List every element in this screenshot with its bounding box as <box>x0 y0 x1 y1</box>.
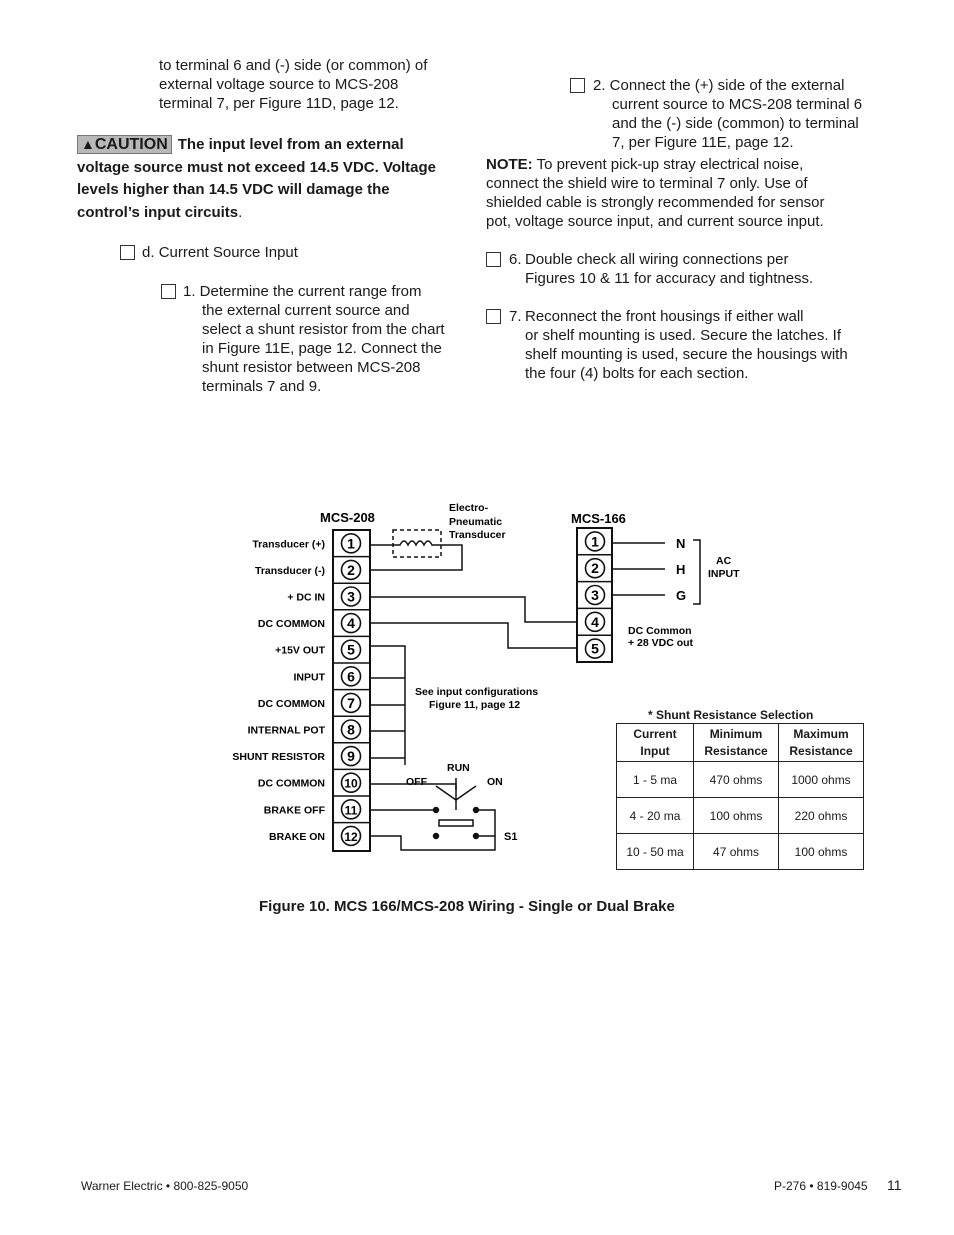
terminal-number: 3 <box>347 588 355 605</box>
transducer-line: Pneumatic <box>449 516 503 528</box>
dc-wires <box>370 597 577 648</box>
ac-letter-h: H <box>676 562 686 577</box>
page-number: 11 <box>887 1177 902 1193</box>
ac-letter-n: N <box>676 536 686 551</box>
terminal-label: BRAKE ON <box>268 830 325 843</box>
terminal-label: + DC IN <box>287 591 325 604</box>
terminal-label: +15V OUT <box>275 644 325 657</box>
caution-line: levels higher than 14.5 VDC will damage the <box>77 181 390 198</box>
input-config-bracket <box>370 646 405 765</box>
step-7-line: shelf mounting is used, secure the housings with <box>525 346 848 363</box>
shunt-header-cell: Maximum Resistance <box>779 724 864 762</box>
table-cell: 470 ohms <box>694 762 779 798</box>
step-1-line: in Figure 11E, page 12. Connect the <box>202 340 442 357</box>
step-d-title: Current Source Input <box>158 244 298 261</box>
step-1-line: shunt resistor between MCS-208 <box>202 359 421 376</box>
ac-wires <box>612 540 700 604</box>
table-cell: 1000 ohms <box>779 762 864 798</box>
terminal-number: 9 <box>347 748 355 765</box>
terminal-number: 2 <box>347 561 355 578</box>
intro-line: to terminal 6 and (-) side (or common) of <box>159 57 428 74</box>
table-cell: 1 - 5 ma <box>617 762 694 798</box>
caution-line: control’s input circuits <box>77 203 239 221</box>
step-6-number: 6. <box>509 251 522 268</box>
terminal-number: 8 <box>347 721 355 738</box>
see-input-line: Figure 11, page 12 <box>429 699 521 711</box>
step-7-line: Reconnect the front housings if either wall <box>525 308 804 325</box>
shunt-table <box>616 723 864 870</box>
switch-name-label: S1 <box>504 831 518 843</box>
step-1-line: the external current source and <box>202 302 410 319</box>
intro-line: terminal 7, per Figure 11D, page 12. <box>159 95 399 112</box>
terminal-number: 4 <box>347 615 355 632</box>
table-cell: 4 - 20 ma <box>617 798 694 834</box>
step-7-line: the four (4) bolts for each section. <box>525 365 749 382</box>
see-input-line: See input configurations <box>415 686 539 698</box>
caution-line: The input level from an external <box>177 136 404 153</box>
step-d-prefix: d. <box>142 244 155 261</box>
intro-line: external voltage source to MCS-208 <box>159 76 399 93</box>
caution-end: . <box>238 203 243 221</box>
footer-right: P-276 • 819-9045 <box>774 1179 868 1193</box>
terminal-label: SHUNT RESISTOR <box>232 751 325 764</box>
terminal-number: 3 <box>591 587 599 603</box>
ac-letter-g: G <box>676 588 687 603</box>
switch-s1 <box>370 778 495 850</box>
table-row <box>617 798 864 834</box>
terminal-label: DC COMMON <box>257 777 325 790</box>
shunt-header-cell: Minimum Resistance <box>694 724 779 762</box>
ac-input-line: AC <box>716 555 732 567</box>
figure-caption: Figure 10. MCS 166/MCS-208 Wiring - Single or Dual Brake <box>259 898 675 915</box>
step-2-line: 2. Connect the (+) side of the external <box>593 77 845 94</box>
mcs208-title: MCS-208 <box>320 510 375 525</box>
table-cell: 100 ohms <box>779 834 864 870</box>
note-line: shielded cable is strongly recommended for sensor <box>486 194 825 211</box>
table-cell: 10 - 50 ma <box>617 834 694 870</box>
step-2-line: current source to MCS-208 terminal 6 <box>612 96 863 113</box>
caution-label: CAUTION <box>94 136 168 153</box>
terminal-label: INPUT <box>293 671 325 684</box>
table-cell: 100 ohms <box>694 798 779 834</box>
dc-out-line: DC Common <box>628 625 692 637</box>
terminal-label: BRAKE OFF <box>263 804 325 817</box>
terminal-label: Transducer (+) <box>252 538 325 551</box>
terminal-number: 6 <box>347 668 355 685</box>
step-1-line: terminals 7 and 9. <box>202 378 322 395</box>
warning-triangle-icon: ▲ <box>81 136 95 152</box>
dc-out-line: + 28 VDC out <box>628 637 694 649</box>
footer-left: Warner Electric • 800-825-9050 <box>81 1179 249 1193</box>
terminal-label: DC COMMON <box>257 697 325 710</box>
terminal-number: 5 <box>591 640 599 657</box>
ac-input-line: INPUT <box>708 568 740 580</box>
terminal-number: 2 <box>591 560 599 577</box>
terminal-label: DC COMMON <box>257 618 325 631</box>
step-1-line: select a shunt resistor from the chart <box>202 321 445 338</box>
terminal-number: 4 <box>591 613 599 630</box>
terminal-number: 1 <box>591 533 599 550</box>
step-2-line: and the (-) side (common) to terminal <box>612 115 859 132</box>
switch-on-label: ON <box>487 776 503 788</box>
caution-line: voltage source must not exceed 14.5 VDC. Voltage <box>77 158 437 176</box>
transducer-line: Electro- <box>449 502 489 514</box>
step-1-line: 1. Determine the current range from <box>183 283 422 300</box>
step-2-line: 7, per Figure 11E, page 12. <box>612 134 794 151</box>
note-line: pot, voltage source input, and current source input. <box>486 213 824 230</box>
shunt-table-title: * Shunt Resistance Selection <box>648 708 814 722</box>
step-7-number: 7. <box>509 308 522 325</box>
terminal-label: Transducer (-) <box>254 564 325 577</box>
note-line: To prevent pick-up stray electrical noise, <box>532 156 804 173</box>
terminal-number: 11 <box>344 803 358 818</box>
switch-run-label: RUN <box>447 762 470 774</box>
terminal-number: 5 <box>347 641 355 658</box>
terminal-label: INTERNAL POT <box>247 724 325 737</box>
shunt-table-header-row <box>617 724 864 762</box>
terminal-number: 1 <box>347 535 355 552</box>
switch-off-label: OFF <box>406 776 427 788</box>
terminal-number: 7 <box>347 694 355 711</box>
terminal-number: 12 <box>344 829 358 844</box>
step-6-line: Double check all wiring connections per <box>525 251 789 268</box>
note-label: NOTE: <box>486 156 533 173</box>
step-6-line: Figures 10 & 11 for accuracy and tightness. <box>525 270 814 287</box>
terminal-number: 10 <box>344 776 358 791</box>
transducer-line: Transducer <box>449 529 506 541</box>
table-cell: 220 ohms <box>779 798 864 834</box>
table-row <box>617 762 864 798</box>
shunt-header-cell: Current Input <box>617 724 694 762</box>
step-7-line: or shelf mounting is used. Secure the latches. If <box>525 327 842 344</box>
table-cell: 47 ohms <box>694 834 779 870</box>
table-row <box>617 834 864 870</box>
note-line: connect the shield wire to terminal 7 only. Use of <box>486 175 808 192</box>
mcs166-title: MCS-166 <box>571 511 626 526</box>
